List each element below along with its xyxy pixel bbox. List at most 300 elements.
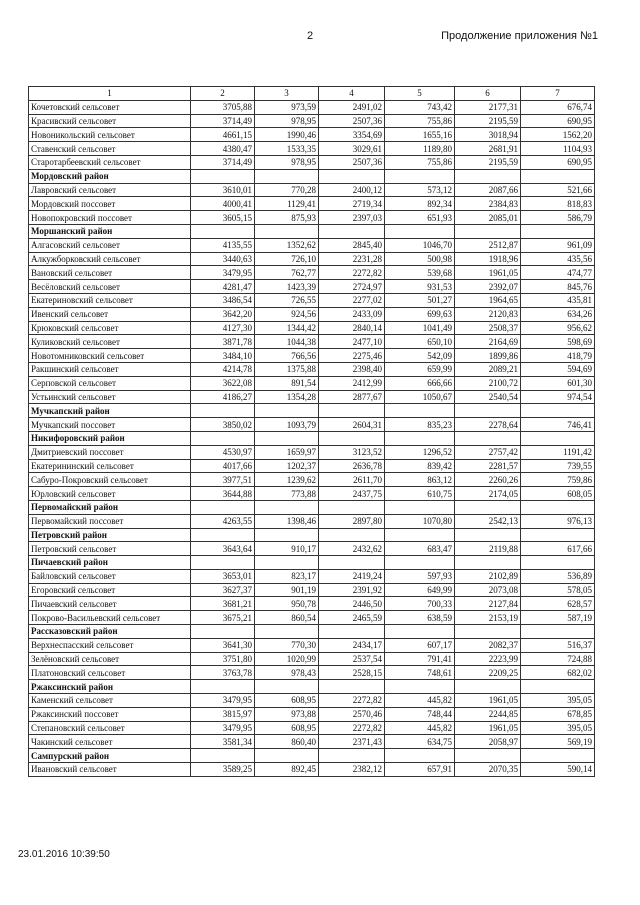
- value-cell: 2195,59: [455, 155, 521, 169]
- settlement-name: Екатериновский сельсовет: [29, 293, 191, 307]
- empty-cell: [385, 169, 455, 183]
- value-cell: 2223,99: [455, 652, 521, 666]
- value-cell: 823,17: [255, 569, 319, 583]
- value-cell: 2392,07: [455, 280, 521, 294]
- empty-cell: [385, 749, 455, 763]
- table-row: [29, 114, 595, 128]
- value-cell: 891,54: [255, 376, 319, 390]
- value-cell: 973,59: [255, 100, 319, 114]
- value-cell: 651,93: [385, 211, 455, 225]
- column-number: 6: [455, 87, 521, 101]
- table-row: [29, 763, 595, 777]
- settlement-name: Вановский сельсовет: [29, 266, 191, 280]
- empty-cell: [455, 528, 521, 542]
- district-name: Никифоровский район: [29, 431, 191, 445]
- value-cell: 1093,79: [255, 418, 319, 432]
- value-cell: 2272,82: [319, 694, 385, 708]
- value-cell: 1398,46: [255, 514, 319, 528]
- value-cell: 1070,80: [385, 514, 455, 528]
- value-cell: 2528,15: [319, 666, 385, 680]
- value-cell: 474,77: [521, 266, 595, 280]
- value-cell: 2119,88: [455, 542, 521, 556]
- value-cell: 2398,40: [319, 362, 385, 376]
- print-timestamp: 23.01.2016 10:39:50: [18, 849, 110, 860]
- value-cell: 4281,47: [191, 280, 255, 294]
- value-cell: 2491,02: [319, 100, 385, 114]
- value-cell: 2897,80: [319, 514, 385, 528]
- value-cell: 2400,12: [319, 183, 385, 197]
- value-cell: 683,47: [385, 542, 455, 556]
- empty-cell: [385, 431, 455, 445]
- empty-cell: [255, 625, 319, 639]
- value-cell: 2231,28: [319, 252, 385, 266]
- value-cell: 755,86: [385, 155, 455, 169]
- empty-cell: [521, 500, 595, 514]
- value-cell: 3644,88: [191, 487, 255, 501]
- empty-cell: [191, 680, 255, 694]
- table-row: [29, 197, 595, 211]
- empty-cell: [191, 404, 255, 418]
- district-name: Первомайский район: [29, 500, 191, 514]
- value-cell: 1961,05: [455, 266, 521, 280]
- value-cell: 3486,54: [191, 293, 255, 307]
- value-cell: 2412,99: [319, 376, 385, 390]
- table-row: [29, 100, 595, 114]
- settlement-name: Дмитриевский поссовет: [29, 445, 191, 459]
- value-cell: 1899,86: [455, 349, 521, 363]
- value-cell: 924,56: [255, 307, 319, 321]
- value-cell: 501,27: [385, 293, 455, 307]
- table-row: [29, 349, 595, 363]
- value-cell: 3763,78: [191, 666, 255, 680]
- value-cell: 2281,57: [455, 459, 521, 473]
- empty-cell: [521, 404, 595, 418]
- district-row: [29, 500, 595, 514]
- value-cell: 1964,65: [455, 293, 521, 307]
- settlement-name: Новотомниковский сельсовет: [29, 349, 191, 363]
- value-cell: 418,79: [521, 349, 595, 363]
- value-cell: 2434,17: [319, 638, 385, 652]
- settlement-name: Серповской сельсовет: [29, 376, 191, 390]
- empty-cell: [521, 556, 595, 570]
- value-cell: 435,81: [521, 293, 595, 307]
- value-cell: 690,95: [521, 155, 595, 169]
- value-cell: 3643,64: [191, 542, 255, 556]
- value-cell: 3871,78: [191, 335, 255, 349]
- value-cell: 4530,97: [191, 445, 255, 459]
- value-cell: 2570,46: [319, 707, 385, 721]
- page-number: 2: [306, 30, 314, 42]
- district-row: [29, 528, 595, 542]
- column-number: 7: [521, 87, 595, 101]
- settlement-name: Зелёновский сельсовет: [29, 652, 191, 666]
- column-number: 4: [319, 87, 385, 101]
- value-cell: 690,95: [521, 114, 595, 128]
- settlement-name: Покрово-Васильевский сельсовет: [29, 611, 191, 625]
- value-cell: 4127,30: [191, 321, 255, 335]
- value-cell: 2278,64: [455, 418, 521, 432]
- empty-cell: [319, 625, 385, 639]
- value-cell: 594,69: [521, 362, 595, 376]
- value-cell: 3479,95: [191, 721, 255, 735]
- value-cell: 860,40: [255, 735, 319, 749]
- value-cell: 516,37: [521, 638, 595, 652]
- value-cell: 634,75: [385, 735, 455, 749]
- settlement-name: Лавровский сельсовет: [29, 183, 191, 197]
- value-cell: 3581,34: [191, 735, 255, 749]
- value-cell: 978,95: [255, 114, 319, 128]
- value-cell: 578,05: [521, 583, 595, 597]
- value-cell: 536,89: [521, 569, 595, 583]
- settlement-name: Ржаксинский поссовет: [29, 707, 191, 721]
- value-cell: 875,93: [255, 211, 319, 225]
- empty-cell: [521, 680, 595, 694]
- value-cell: 3440,63: [191, 252, 255, 266]
- value-cell: 3627,37: [191, 583, 255, 597]
- settlement-name: Степановский сельсовет: [29, 721, 191, 735]
- value-cell: 2465,59: [319, 611, 385, 625]
- value-cell: 3714,49: [191, 155, 255, 169]
- value-cell: 542,09: [385, 349, 455, 363]
- value-cell: 1202,37: [255, 459, 319, 473]
- table-row: [29, 155, 595, 169]
- column-number: 3: [255, 87, 319, 101]
- empty-cell: [455, 749, 521, 763]
- value-cell: 746,41: [521, 418, 595, 432]
- table-body: [29, 87, 595, 777]
- value-cell: 586,79: [521, 211, 595, 225]
- value-cell: 973,88: [255, 707, 319, 721]
- table-row: [29, 666, 595, 680]
- district-row: [29, 404, 595, 418]
- value-cell: 607,17: [385, 638, 455, 652]
- value-cell: 445,82: [385, 694, 455, 708]
- empty-cell: [385, 500, 455, 514]
- value-cell: 759,86: [521, 473, 595, 487]
- settlement-name: Красивский сельсовет: [29, 114, 191, 128]
- value-cell: 1191,42: [521, 445, 595, 459]
- table-row: [29, 211, 595, 225]
- empty-cell: [255, 224, 319, 238]
- table-row: [29, 390, 595, 404]
- value-cell: 748,61: [385, 666, 455, 680]
- value-cell: 3714,49: [191, 114, 255, 128]
- empty-cell: [191, 625, 255, 639]
- value-cell: 2382,12: [319, 763, 385, 777]
- empty-cell: [255, 169, 319, 183]
- value-cell: 539,68: [385, 266, 455, 280]
- value-cell: 766,56: [255, 349, 319, 363]
- table-row: [29, 418, 595, 432]
- value-cell: 2082,37: [455, 638, 521, 652]
- table-row: [29, 487, 595, 501]
- value-cell: 2070,35: [455, 763, 521, 777]
- value-cell: 892,34: [385, 197, 455, 211]
- value-cell: 4000,41: [191, 197, 255, 211]
- table-row: [29, 335, 595, 349]
- value-cell: 573,12: [385, 183, 455, 197]
- value-cell: 2058,97: [455, 735, 521, 749]
- value-cell: 634,26: [521, 307, 595, 321]
- value-cell: 4661,15: [191, 128, 255, 142]
- value-cell: 726,55: [255, 293, 319, 307]
- value-cell: 1659,97: [255, 445, 319, 459]
- value-cell: 748,44: [385, 707, 455, 721]
- value-cell: 1375,88: [255, 362, 319, 376]
- district-row: [29, 749, 595, 763]
- value-cell: 3605,15: [191, 211, 255, 225]
- empty-cell: [255, 404, 319, 418]
- value-cell: 2437,75: [319, 487, 385, 501]
- empty-cell: [191, 749, 255, 763]
- value-cell: 2174,05: [455, 487, 521, 501]
- empty-cell: [521, 224, 595, 238]
- value-cell: 2512,87: [455, 238, 521, 252]
- value-cell: 2397,03: [319, 211, 385, 225]
- settlement-name: Новопокровский поссовет: [29, 211, 191, 225]
- table-row: [29, 362, 595, 376]
- value-cell: 2845,40: [319, 238, 385, 252]
- value-cell: 3850,02: [191, 418, 255, 432]
- empty-cell: [521, 528, 595, 542]
- settlement-name: Платоновский сельсовет: [29, 666, 191, 680]
- value-cell: 2840,14: [319, 321, 385, 335]
- value-cell: 743,42: [385, 100, 455, 114]
- settlement-name: Юрловский сельсовет: [29, 487, 191, 501]
- settlement-name: Устьинский сельсовет: [29, 390, 191, 404]
- value-cell: 3354,69: [319, 128, 385, 142]
- table-row: [29, 183, 595, 197]
- value-cell: 569,19: [521, 735, 595, 749]
- value-cell: 762,77: [255, 266, 319, 280]
- settlement-name: Сабуро-Покровский сельсовет: [29, 473, 191, 487]
- value-cell: 657,91: [385, 763, 455, 777]
- value-cell: 1020,99: [255, 652, 319, 666]
- empty-cell: [255, 556, 319, 570]
- value-cell: 839,42: [385, 459, 455, 473]
- value-cell: 4380,47: [191, 142, 255, 156]
- value-cell: 4135,55: [191, 238, 255, 252]
- value-cell: 2260,26: [455, 473, 521, 487]
- value-cell: 2384,83: [455, 197, 521, 211]
- value-cell: 676,74: [521, 100, 595, 114]
- value-cell: 755,86: [385, 114, 455, 128]
- value-cell: 2477,10: [319, 335, 385, 349]
- table-row: [29, 445, 595, 459]
- value-cell: 682,02: [521, 666, 595, 680]
- value-cell: 4017,66: [191, 459, 255, 473]
- value-cell: 2537,54: [319, 652, 385, 666]
- district-row: [29, 224, 595, 238]
- empty-cell: [455, 431, 521, 445]
- value-cell: 2507,36: [319, 114, 385, 128]
- value-cell: 2275,46: [319, 349, 385, 363]
- value-cell: 770,30: [255, 638, 319, 652]
- value-cell: 3681,21: [191, 597, 255, 611]
- settlement-name: Кочетовский сельсовет: [29, 100, 191, 114]
- value-cell: 598,69: [521, 335, 595, 349]
- empty-cell: [191, 528, 255, 542]
- value-cell: 726,10: [255, 252, 319, 266]
- value-cell: 3622,08: [191, 376, 255, 390]
- value-cell: 3977,51: [191, 473, 255, 487]
- value-cell: 617,66: [521, 542, 595, 556]
- settlement-name: Каменский сельсовет: [29, 694, 191, 708]
- empty-cell: [521, 749, 595, 763]
- value-cell: 395,05: [521, 721, 595, 735]
- table-row: [29, 735, 595, 749]
- value-cell: 2724,97: [319, 280, 385, 294]
- district-name: Ржаксинский район: [29, 680, 191, 694]
- value-cell: 3642,20: [191, 307, 255, 321]
- value-cell: 3123,52: [319, 445, 385, 459]
- value-cell: 649,99: [385, 583, 455, 597]
- value-cell: 2446,50: [319, 597, 385, 611]
- value-cell: 435,56: [521, 252, 595, 266]
- value-cell: 2508,37: [455, 321, 521, 335]
- value-cell: 1354,28: [255, 390, 319, 404]
- value-cell: 978,43: [255, 666, 319, 680]
- settlement-name: Ставенский сельсовет: [29, 142, 191, 156]
- value-cell: 2419,24: [319, 569, 385, 583]
- table-row: [29, 597, 595, 611]
- value-cell: 1189,80: [385, 142, 455, 156]
- value-cell: 650,10: [385, 335, 455, 349]
- value-cell: 608,95: [255, 694, 319, 708]
- settlement-name: Первомайский поссовет: [29, 514, 191, 528]
- district-name: Сампурский район: [29, 749, 191, 763]
- table-row: [29, 611, 595, 625]
- value-cell: 1104,93: [521, 142, 595, 156]
- value-cell: 2087,66: [455, 183, 521, 197]
- value-cell: 608,05: [521, 487, 595, 501]
- table-row: [29, 266, 595, 280]
- value-cell: 3610,01: [191, 183, 255, 197]
- table-row: [29, 542, 595, 556]
- district-row: [29, 169, 595, 183]
- value-cell: 3479,95: [191, 266, 255, 280]
- table-row: [29, 280, 595, 294]
- value-cell: 3751,80: [191, 652, 255, 666]
- empty-cell: [255, 749, 319, 763]
- value-cell: 4214,78: [191, 362, 255, 376]
- empty-cell: [255, 500, 319, 514]
- value-cell: 2127,84: [455, 597, 521, 611]
- empty-cell: [255, 528, 319, 542]
- empty-cell: [191, 224, 255, 238]
- value-cell: 700,33: [385, 597, 455, 611]
- district-row: [29, 431, 595, 445]
- value-cell: 901,19: [255, 583, 319, 597]
- value-cell: 892,45: [255, 763, 319, 777]
- value-cell: 3653,01: [191, 569, 255, 583]
- value-cell: 1344,42: [255, 321, 319, 335]
- settlement-name: Крюковский сельсовет: [29, 321, 191, 335]
- value-cell: 956,62: [521, 321, 595, 335]
- empty-cell: [255, 431, 319, 445]
- value-cell: 3675,21: [191, 611, 255, 625]
- appendix-caption: Продолжение приложения №1: [441, 30, 598, 42]
- value-cell: 978,95: [255, 155, 319, 169]
- table-row: [29, 238, 595, 252]
- settlement-name: Мучкапский поссовет: [29, 418, 191, 432]
- value-cell: 2611,70: [319, 473, 385, 487]
- value-cell: 3018,94: [455, 128, 521, 142]
- district-row: [29, 556, 595, 570]
- value-cell: 2433,09: [319, 307, 385, 321]
- district-name: Петровский район: [29, 528, 191, 542]
- column-number: 2: [191, 87, 255, 101]
- empty-cell: [521, 625, 595, 639]
- settlement-name: Ивенский сельсовет: [29, 307, 191, 321]
- settlement-name: Ивановский сельсовет: [29, 763, 191, 777]
- value-cell: 1129,41: [255, 197, 319, 211]
- empty-cell: [385, 625, 455, 639]
- value-cell: 1352,62: [255, 238, 319, 252]
- value-cell: 3479,95: [191, 694, 255, 708]
- value-cell: 2177,31: [455, 100, 521, 114]
- value-cell: 2073,08: [455, 583, 521, 597]
- empty-cell: [385, 556, 455, 570]
- value-cell: 2371,43: [319, 735, 385, 749]
- empty-cell: [255, 680, 319, 694]
- value-cell: 818,83: [521, 197, 595, 211]
- value-cell: 724,88: [521, 652, 595, 666]
- settlement-name: Чакинский сельсовет: [29, 735, 191, 749]
- value-cell: 2757,42: [455, 445, 521, 459]
- value-cell: 2604,31: [319, 418, 385, 432]
- table-row: [29, 638, 595, 652]
- value-cell: 2085,01: [455, 211, 521, 225]
- value-cell: 628,57: [521, 597, 595, 611]
- value-cell: 910,17: [255, 542, 319, 556]
- value-cell: 2540,54: [455, 390, 521, 404]
- value-cell: 2391,92: [319, 583, 385, 597]
- empty-cell: [455, 500, 521, 514]
- value-cell: 395,05: [521, 694, 595, 708]
- value-cell: 1041,49: [385, 321, 455, 335]
- value-cell: 2120,83: [455, 307, 521, 321]
- empty-cell: [191, 169, 255, 183]
- value-cell: 608,95: [255, 721, 319, 735]
- value-cell: 1918,96: [455, 252, 521, 266]
- value-cell: 2209,25: [455, 666, 521, 680]
- value-cell: 1050,67: [385, 390, 455, 404]
- value-cell: 4186,27: [191, 390, 255, 404]
- empty-cell: [319, 528, 385, 542]
- value-cell: 863,12: [385, 473, 455, 487]
- value-cell: 1044,38: [255, 335, 319, 349]
- table-row: [29, 583, 595, 597]
- settlement-name: Весёловский сельсовет: [29, 280, 191, 294]
- empty-cell: [385, 680, 455, 694]
- empty-cell: [319, 431, 385, 445]
- value-cell: 610,75: [385, 487, 455, 501]
- column-number: 5: [385, 87, 455, 101]
- value-cell: 1046,70: [385, 238, 455, 252]
- empty-cell: [521, 431, 595, 445]
- empty-cell: [385, 528, 455, 542]
- empty-cell: [319, 556, 385, 570]
- value-cell: 4263,55: [191, 514, 255, 528]
- value-cell: 2195,59: [455, 114, 521, 128]
- value-cell: 2719,34: [319, 197, 385, 211]
- value-cell: 597,93: [385, 569, 455, 583]
- empty-cell: [191, 556, 255, 570]
- table-row: [29, 142, 595, 156]
- value-cell: 961,09: [521, 238, 595, 252]
- value-cell: 3641,30: [191, 638, 255, 652]
